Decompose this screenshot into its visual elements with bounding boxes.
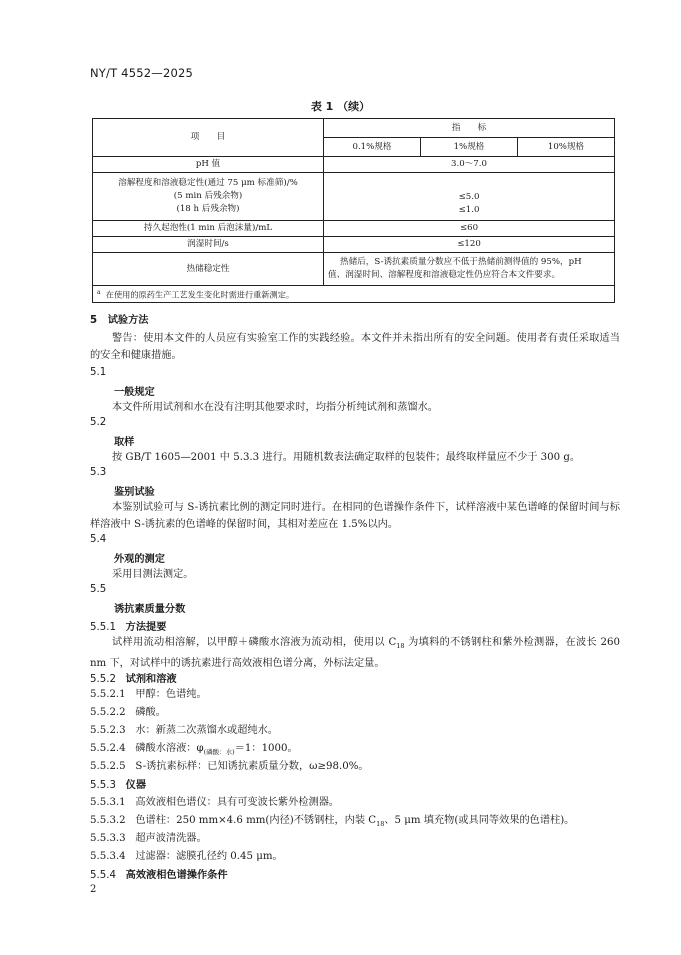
list-item	[90, 722, 278, 739]
list-item	[90, 830, 207, 847]
item-number: 5.5.2.2	[90, 707, 126, 718]
table-cell-item: 热储稳定性	[93, 253, 324, 286]
section-number: 5.2	[90, 417, 107, 428]
paragraph: 本文件所用试剂和水在没有注明其他要求时，均指分析纯试剂和蒸馏水。	[112, 402, 438, 413]
table-head-col-2: 1%规格	[421, 138, 518, 157]
item-text: ＝1：1000。	[234, 743, 298, 754]
subsection-5-5-1-heading	[90, 618, 166, 633]
paragraph: 采用目测法测定。	[112, 569, 194, 580]
section-number: 5.3	[90, 467, 107, 478]
section-title: 诱抗素质量分数	[114, 604, 186, 615]
table-cell-item: pH 值	[93, 157, 324, 173]
table-cell-line: ≤1.0	[458, 204, 480, 215]
paragraph: 按 GB/T 1605—2001 中 5.3.3 进行。用随机数表法确定取样的包装件；最终取样量应不少于 300 g。	[112, 452, 581, 463]
table-cell-item: 润湿时间/s	[93, 237, 324, 253]
section-number: 5.1	[90, 367, 107, 378]
section-title: 外观的测定	[114, 554, 165, 565]
item-number: 5.5.3.3	[90, 833, 126, 844]
table-cell-item	[93, 173, 324, 221]
item-text: S-诱抗素标样：已知诱抗素质量分数，ω≥98.0%。	[135, 761, 369, 772]
footnote-mark: a	[97, 289, 101, 297]
section-number: 5.5	[90, 584, 107, 595]
item-text: 水：新蒸二次蒸馏水或超纯水。	[135, 725, 278, 736]
item-number: 5.5.2.4	[90, 743, 126, 754]
text-part: 为填料的不锈钢柱和紫外检测器，在波长 260 nm 下，对试样中的诱抗素进行高效液相色谱分离，外标法定量。	[90, 637, 621, 670]
list-item	[90, 794, 339, 811]
subscript: 18	[376, 820, 385, 829]
section-title: 鉴别试验	[114, 487, 155, 498]
item-text: 、5 μm 填充物(或具同等效果的色谱柱)。	[384, 815, 575, 826]
table-head-item: 项 目	[93, 119, 324, 157]
paragraph	[90, 634, 620, 672]
section-title: 高效液相色谱操作条件	[125, 870, 228, 881]
section-number: 5.5.1	[90, 622, 116, 633]
item-text: 过滤器：滤膜孔径约 0.45 μm。	[135, 851, 283, 862]
section-title: 试剂和溶液	[125, 674, 177, 685]
item-text: 高效液相色谱仪：具有可变波长紫外检测器。	[135, 797, 340, 808]
section-number: 5.5.3	[90, 780, 116, 791]
section-title: 试验方法	[107, 315, 149, 326]
table-head-col-1: 0.1%规格	[324, 138, 421, 157]
page-number: 2	[90, 884, 97, 895]
table-footnote	[93, 286, 615, 303]
section-number: 5.5.4	[90, 870, 116, 881]
table-cell-line: (18 h 后残余物)	[176, 204, 240, 214]
table-cell-value	[324, 253, 615, 286]
text-part: 试样用流动相溶解，以甲醇＋磷酸水溶液为流动相，使用以 C	[112, 637, 397, 648]
specification-table	[92, 118, 615, 303]
list-item	[90, 848, 283, 865]
item-text: 甲醇：色谱纯。	[135, 689, 207, 700]
footnote-text: 在使用的原药生产工艺发生变化时需进行重新测定。	[105, 289, 295, 300]
item-number: 5.5.3.4	[90, 851, 126, 862]
table-cell-value	[324, 173, 615, 221]
item-number: 5.5.3.2	[90, 815, 126, 826]
subscript: (磷酸：水)	[203, 748, 235, 757]
table-caption: 表 1 （续）	[310, 100, 371, 113]
subsection-5-5-2-heading	[90, 670, 177, 685]
table-cell-value: ≤60	[324, 221, 615, 237]
subsection-5-5-4-heading	[90, 866, 228, 881]
section-title: 取样	[114, 437, 135, 448]
item-text: 色谱柱：250 mm×4.6 mm(内径)不锈钢柱，内装 C	[135, 815, 377, 826]
standard-number-header: NY/T 4552—2025	[90, 66, 194, 80]
table-head-col-3: 10%规格	[518, 138, 615, 157]
subscript: 18	[396, 642, 405, 651]
list-item	[90, 758, 369, 775]
warning-paragraph: 警告：使用本文件的人员应有实验室工作的实践经验。本文件并未指出所有的安全问题。使用者有责任采取适当的安全和健康措施。	[90, 333, 620, 361]
table-cell-value: ≤120	[324, 237, 615, 253]
item-text: 超声波清洗器。	[135, 833, 207, 844]
item-text: 磷酸水溶液：φ	[135, 743, 204, 754]
item-number: 5.5.2.1	[90, 689, 126, 700]
section-5-heading	[90, 311, 148, 326]
section-number: 5.4	[90, 534, 107, 545]
section-number: 5	[90, 315, 98, 326]
list-item	[90, 704, 166, 721]
paragraph: 本鉴别试验可与 S-诱抗素比例的测定同时进行。在相同的色谱操作条件下，试样溶液中某色谱峰的保留时间与标样溶液中 S-诱抗素的色谱峰的保留时间，其相对差应在 1.5%以内。	[90, 502, 620, 530]
section-title: 一般规定	[114, 387, 155, 398]
section-number: 5.5.2	[90, 674, 116, 685]
table-cell-line: 热储后，S-诱抗素质量分数应不低于热储前测得值的 95%，pH	[340, 257, 582, 267]
item-number: 5.5.3.1	[90, 797, 126, 808]
table-cell-line: 溶解程度和溶液稳定性(通过 75 μm 标准筛)/%	[118, 178, 298, 188]
list-item	[90, 686, 207, 703]
item-number: 5.5.2.5	[90, 761, 126, 772]
item-number: 5.5.2.3	[90, 725, 126, 736]
table-cell-item: 持久起泡性(1 min 后泡沫量)/mL	[93, 221, 324, 237]
section-title: 仪器	[125, 780, 147, 791]
table-cell-line: ≤5.0	[458, 191, 480, 202]
table-cell-line: (5 min 后残余物)	[173, 191, 243, 201]
section-title: 方法提要	[125, 622, 167, 633]
subsection-5-5-3-heading	[90, 776, 146, 791]
item-text: 磷酸。	[135, 707, 166, 718]
table-cell-value: 3.0～7.0	[324, 157, 615, 173]
table-head-indicator: 指 标	[324, 119, 615, 138]
table-cell-line: 值、润湿时间、溶解程度和溶液稳定性仍应符合本文件要求。	[328, 270, 561, 280]
